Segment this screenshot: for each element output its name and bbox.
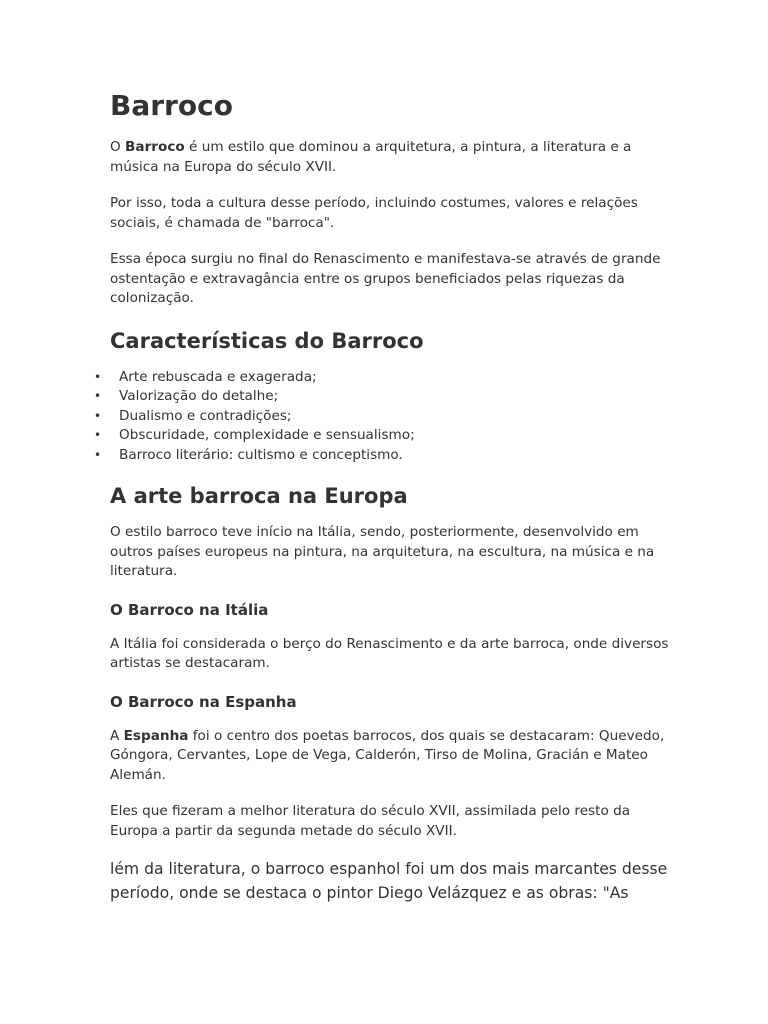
spain-post: foi o centro dos poetas barrocos, dos quais se destacaram: Quevedo, Góngora, Cervantes, Lope de Vega, Calderón, Tirso de Molina, Gracián e Mateo Alemán.: [110, 727, 665, 783]
spain-paragraph-3: lém da literatura, o barroco espanhol foi um dos mais marcantes desse período, onde se destaca o pintor Diego Velázquez e as obras: "As: [110, 860, 668, 902]
heading-spain: O Barroco na Espanha: [110, 692, 297, 711]
heading-characteristics: Características do Barroco: [110, 328, 424, 353]
heading-europe: A arte barroca na Europa: [110, 484, 408, 508]
spain-pre: A: [110, 727, 124, 744]
list-item: • Dualismo e contradições;: [110, 407, 670, 427]
intro-post: é um estilo que dominou a arquitetura, a pintura, a literatura e a música na Europa do século XVII.: [110, 139, 632, 175]
list-item: • Obscuridade, complexidade e sensualismo;: [110, 426, 670, 446]
spain-paragraph-1: [110, 727, 670, 786]
document-page: [110, 86, 670, 905]
list-item: • Arte rebuscada e exagerada;: [110, 368, 670, 388]
heading-italy: O Barroco na Itália: [110, 600, 269, 619]
intro-paragraph: [110, 138, 670, 177]
list-item: • Barroco literário: cultismo e conceptismo.: [110, 446, 670, 466]
list-item: • Valorização do detalhe;: [110, 387, 670, 407]
paragraph-2: Por isso, toda a cultura desse período, incluindo costumes, valores e relações sociais, é chamada de "barroca".: [110, 195, 638, 231]
intro-bold-term: Barroco: [125, 139, 185, 155]
europe-paragraph: O estilo barroco teve início na Itália, sendo, posteriormente, desenvolvido em outros países europeus na pintura, na arquitetura, na escultura, na música e na literatura.: [110, 524, 655, 579]
page-title: Barroco: [110, 89, 233, 122]
spain-paragraph-2: Eles que fizeram a melhor literatura do século XVII, assimilada pelo resto da Europa a partir da segunda metade do século XVII.: [110, 803, 631, 839]
intro-pre: O: [110, 139, 126, 155]
italy-paragraph: A Itália foi considerada o berço do Renascimento e da arte barroca, onde diversos artistas se destacaram.: [110, 635, 669, 671]
paragraph-3: Essa época surgiu no final do Renascimento e manifestava-se através de grande ostentação e extravagância entre os grupos beneficiados pelas riquezas da colonização.: [110, 251, 661, 306]
characteristics-list: [110, 368, 670, 466]
spain-bold-term: Espanha: [123, 727, 189, 744]
